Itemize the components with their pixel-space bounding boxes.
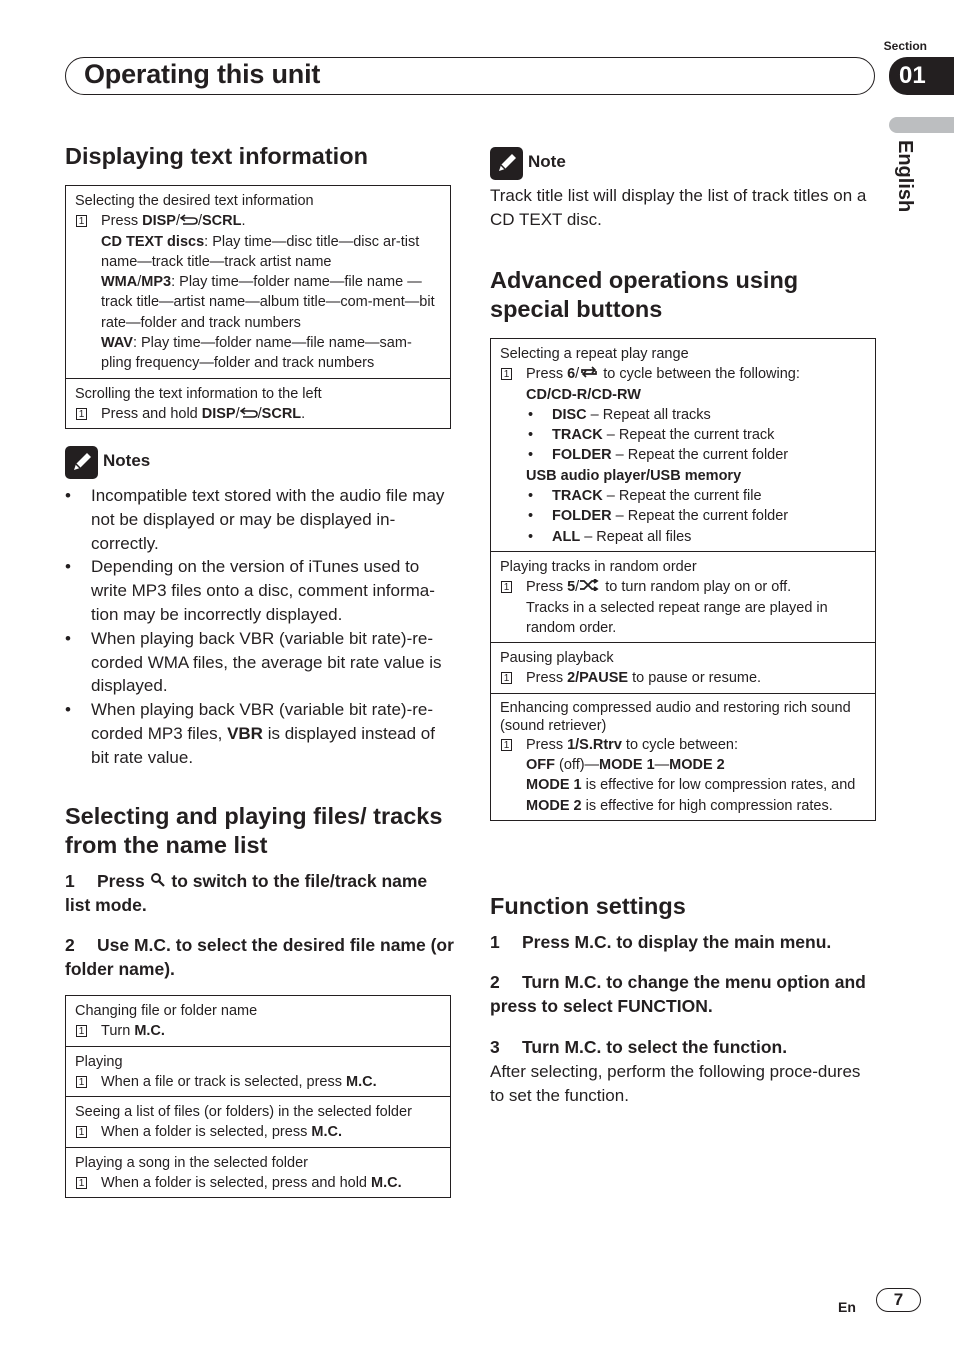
step-marker: 1 bbox=[501, 672, 512, 684]
return-icon bbox=[180, 214, 198, 225]
function-step-2: 2 Turn M.C. to change the menu option and press to select FUNCTION. bbox=[490, 972, 866, 1016]
name-list-heading: Selecting and playing files/ tracks from the name list bbox=[65, 803, 443, 858]
note-text: Track title list will display the list of track titles on a CD TEXT disc. bbox=[490, 186, 867, 229]
step-marker: 1 bbox=[501, 368, 512, 380]
list-item: • FOLDER – Repeat the current folder bbox=[500, 445, 866, 465]
step-marker: 1 bbox=[76, 408, 87, 420]
pencil-icon bbox=[65, 446, 98, 479]
table-row: Scrolling the text information to the left 1 Press and hold DISP/ /SCRL. bbox=[66, 378, 450, 429]
list-item: • DISC – Repeat all tracks bbox=[500, 405, 866, 425]
table-row: Pausing playback 1 Press 2/PAUSE to pause or resume. bbox=[491, 642, 875, 693]
step-marker: 1 bbox=[76, 1076, 87, 1088]
language-label: English bbox=[894, 140, 916, 213]
name-list-step-2: 2 Use M.C. to select the desired file name (or folder name). bbox=[65, 935, 454, 979]
function-settings-heading: Function settings bbox=[490, 893, 686, 919]
list-item: • Incompatible text stored with the audio file may not be displayed or may be displayed in-correctly. bbox=[65, 484, 453, 555]
table-row: Selecting a repeat play range 1 Press 6/ to cycle between the following: CD/CD-R/CD-RW • DISC – Repeat all tracks • TRACK – Repeat the current track • FOLDER – Repeat the current folder USB audio player/USB memory • TRACK – Repeat the current file • FOLDER – Repeat the current folder • ALL – Repeat all files bbox=[491, 339, 875, 551]
table-row: Playing tracks in random order 1 Press 5/ to turn random play on or off. Tracks in a selected repeat range are played in random order. bbox=[491, 551, 875, 642]
table-row: Seeing a list of files (or folders) in the selected folder 1 When a folder is selected, press M.C. bbox=[66, 1096, 450, 1147]
list-item: • When playing back VBR (variable bit rate)-re-corded MP3 files, VBR is displayed instead of bit rate value. bbox=[65, 698, 453, 769]
return-icon bbox=[240, 407, 258, 418]
table-step: 1 Press and hold DISP/ /SCRL. bbox=[75, 404, 441, 424]
name-list-table bbox=[65, 995, 451, 1198]
advanced-operations-heading: Advanced operations using special buttons bbox=[490, 267, 799, 322]
footer-language-code: En bbox=[838, 1299, 856, 1315]
display-text-table bbox=[65, 185, 451, 429]
step-marker: 1 bbox=[76, 1177, 87, 1189]
list-item: • Depending on the version of iTunes used to write MP3 files onto a disc, comment informa-tion may be incorrectly displayed. bbox=[65, 555, 453, 626]
list-item: • ALL – Repeat all files bbox=[500, 527, 866, 547]
list-item: • TRACK – Repeat the current file bbox=[500, 486, 866, 506]
table-row: Changing file or folder name 1 Turn M.C. bbox=[75, 1003, 258, 1040]
table-row: Playing 1 When a file or track is selected, press M.C. bbox=[66, 1046, 450, 1097]
repeat-icon bbox=[579, 366, 599, 378]
language-tab bbox=[889, 117, 954, 133]
list-item: • TRACK – Repeat the current track bbox=[500, 425, 866, 445]
table-row: Playing a song in the selected folder 1 When a folder is selected, press and hold M.C. bbox=[66, 1147, 450, 1198]
step-marker: 1 bbox=[501, 739, 512, 751]
function-step-3: 3 Turn M.C. to select the function. bbox=[490, 1037, 788, 1057]
page-number: 7 bbox=[876, 1288, 921, 1312]
list-item: • FOLDER – Repeat the current folder bbox=[500, 506, 866, 526]
step-marker: 1 bbox=[501, 581, 512, 593]
page-title: Operating this unit bbox=[84, 59, 321, 89]
shuffle-icon bbox=[579, 579, 601, 591]
function-step-1: 1 Press M.C. to display the main menu. bbox=[490, 932, 832, 952]
step-marker: 1 bbox=[76, 215, 87, 227]
notes-heading: Notes bbox=[103, 451, 151, 470]
table-row: Selecting the desired text information 1 Press DISP/ /SCRL. CD TEXT discs: Play time—disc title—disc ar-tist name—track title—track artist name WMA/MP3: Play time—folder name—file name —track title—artist name—album title—com-ment—bit rate—folder and track numbers WAV: Play time—folder name—file name—sam-pling frequency—folder and track numbers bbox=[66, 186, 450, 378]
function-after-text: After selecting, perform the following proce-dures to set the function. bbox=[490, 1062, 861, 1105]
notes-list bbox=[65, 484, 453, 770]
section-number-badge: 01 bbox=[889, 57, 954, 95]
table-step: 1 Press DISP/ /SCRL. bbox=[75, 211, 441, 231]
table-row: Enhancing compressed audio and restoring rich sound (sound retriever) 1 Press 1/S.Rtrv to cycle between: OFF (off)—MODE 1—MODE 2 MODE 1 is effective for low compression rates, and MODE 2 is effective for high compression rates. bbox=[491, 693, 875, 820]
advanced-operations-table bbox=[490, 338, 876, 821]
search-icon bbox=[150, 872, 167, 887]
step-marker: 1 bbox=[76, 1126, 87, 1138]
step-marker: 1 bbox=[76, 1025, 87, 1037]
list-item: • When playing back VBR (variable bit rate)-re-corded WMA files, the average bit rate value is displayed. bbox=[65, 627, 453, 698]
pencil-icon bbox=[490, 147, 523, 180]
name-list-step-1: 1 Press to switch to the file/track name list mode. bbox=[65, 871, 428, 915]
displaying-text-heading: Displaying text information bbox=[65, 143, 368, 169]
section-label: Section bbox=[883, 39, 927, 53]
note-heading: Note bbox=[528, 152, 566, 171]
